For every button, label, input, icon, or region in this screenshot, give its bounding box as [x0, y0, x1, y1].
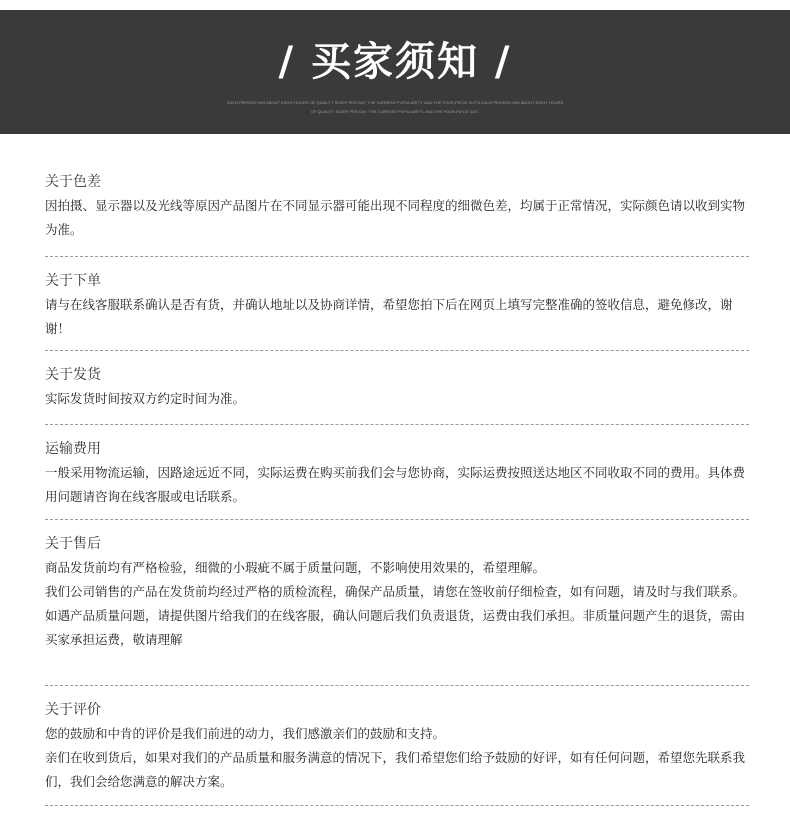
banner-subtitle-line-1: EACH PERSON HAS ABOUT EIGHT HOURS OF QUALITY SLEEP PER DAY, THE CURRENT POPULARITY, AND THE FOUR-PIECE SUITS EACH PERSON HAS ABOUT EIGHT HOURS: [226, 100, 564, 105]
section-text: 请与在线客服联系确认是否有货，并确认地址以及协商详情，希望您拍下后在网页上填写完整准确的签收信息，避免修改，谢谢！: [45, 297, 733, 336]
section-shipping: [45, 351, 749, 425]
section-after-sales: [45, 520, 749, 686]
section-title: 运输费用: [45, 441, 101, 457]
section-title: 关于色差: [45, 174, 101, 190]
section-text: 如遇产品质量问题，请提供图片给我们的在线客服，确认问题后我们负责退货，运费由我们承担。非质量问题产生的退货，需由买家承担运费，敬请理解: [45, 608, 746, 647]
notice-content: [45, 170, 749, 806]
banner-subtitle-line-2: OF QUALITY SLEEP PER DAY, THE CURRENT POPULARITY, AND THE FOUR-PIECE SUIT.: [310, 109, 480, 114]
section-freight-cost: [45, 425, 749, 520]
section-reviews: [45, 686, 749, 806]
section-text: 亲们在收到货后，如果对我们的产品质量和服务满意的情况下，我们希望您们给予鼓励的好评，如有任何问题，希望您先联系我们，我们会给您满意的解决方案。: [45, 750, 746, 789]
section-text: 您的鼓励和中肯的评价是我们前进的动力，我们感激亲们的鼓励和支持。: [45, 726, 446, 741]
section-text: 一般采用物流运输，因路途远近不同，实际运费在购买前我们会与您协商，实际运费按照送达地区不同收取不同的费用。具体费用问题请咨询在线客服或电话联系。: [45, 465, 746, 504]
section-color-difference: [45, 170, 749, 257]
section-text: 我们公司销售的产品在发货前均经过严格的质检流程，确保产品质量，请您在签收前仔细检查，如有问题，请及时与我们联系。: [45, 584, 746, 599]
section-title: 关于发货: [45, 367, 101, 383]
header-banner: [0, 10, 790, 134]
section-text: 因拍摄、显示器以及光线等原因产品图片在不同显示器可能出现不同程度的细微色差，均属于正常情况，实际颜色请以收到实物为准。: [45, 198, 746, 237]
section-text: 商品发货前均有严格检验，细微的小瑕疵不属于质量问题，不影响使用效果的，希望理解。: [45, 560, 546, 575]
section-text: 实际发货时间按双方约定时间为准。: [45, 391, 246, 406]
section-title: 关于评价: [45, 702, 101, 718]
section-title: 关于下单: [45, 273, 101, 289]
section-ordering: [45, 257, 749, 351]
page-title: / 买家须知 /: [278, 39, 512, 85]
section-title: 关于售后: [45, 536, 101, 552]
